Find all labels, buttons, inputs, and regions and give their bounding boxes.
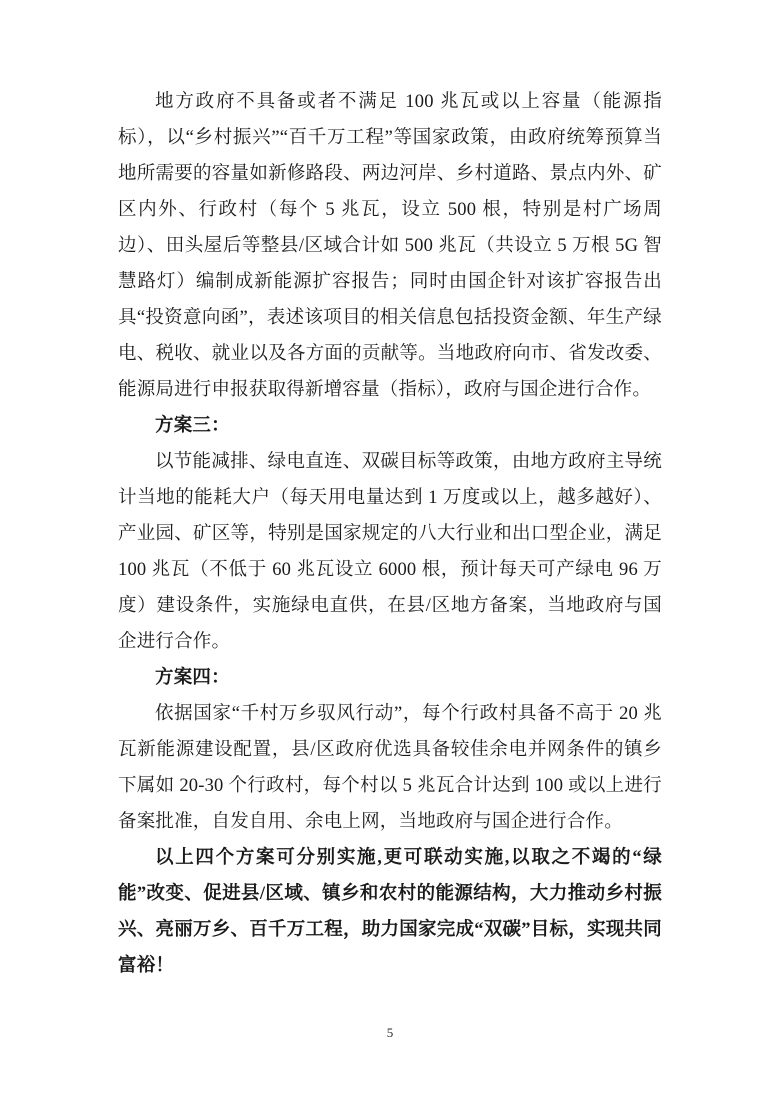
heading-plan-four: 方案四：: [155, 668, 230, 688]
document-body: [118, 84, 662, 984]
paragraph-2: 以节能减排、绿电直连、双碳目标等政策，由地方政府主导统计当地的能耗大户（每天用电量达到 1 万度或以上，越多越好）、产业园、矿区等，特别是国家规定的八大行业和出口型企业，满足 100 兆瓦（不低于 60 兆瓦设立 6000 根，预计每天可产绿电 96 万度）建设条件，实施绿电直供，在县/区地方备案，当地政府与国企进行合作。: [118, 452, 662, 652]
conclusion-paragraph: 以上四个方案可分别实施,更可联动实施,以取之不竭的“绿能”改变、促进县/区域、镇乡和农村的能源结构，大力推动乡村振兴、亮丽万乡、百千万工程，助力国家完成“双碳”目标，实现共同富裕！: [118, 848, 662, 976]
page-number: 5: [386, 1025, 394, 1040]
paragraph-1: 地方政府不具备或者不满足 100 兆瓦或以上容量（能源指标），以“乡村振兴”“百千万工程”等国家政策，由政府统筹预算当地所需要的容量如新修路段、两边河岸、乡村道路、景点内外、矿区内外、行政村（每个 5 兆瓦，设立 500 根，特别是村广场周边）、田头屋后等整县/区域合计如 500 兆瓦（共设立 5 万根 5G 智慧路灯）编制成新能源扩容报告；同时由国企针对该扩容报告出具“投资意向函”，表述该项目的相关信息包括投资金额、年生产绿电、税收、就业以及各方面的贡献等。当地政府向市、省发改委、能源局进行申报获取得新增容量（指标），政府与国企进行合作。: [118, 92, 662, 400]
heading-plan-three: 方案三：: [155, 416, 230, 436]
paragraph-3: 依据国家“千村万乡驭风行动”，每个行政村具备不高于 20 兆瓦新能源建设配置，县/区政府优选具备较佳余电并网条件的镇乡下属如 20-30 个行政村，每个村以 5 兆瓦合计达到 100 或以上进行备案批准，自发自用、余电上网，当地政府与国企进行合作。: [118, 704, 662, 832]
